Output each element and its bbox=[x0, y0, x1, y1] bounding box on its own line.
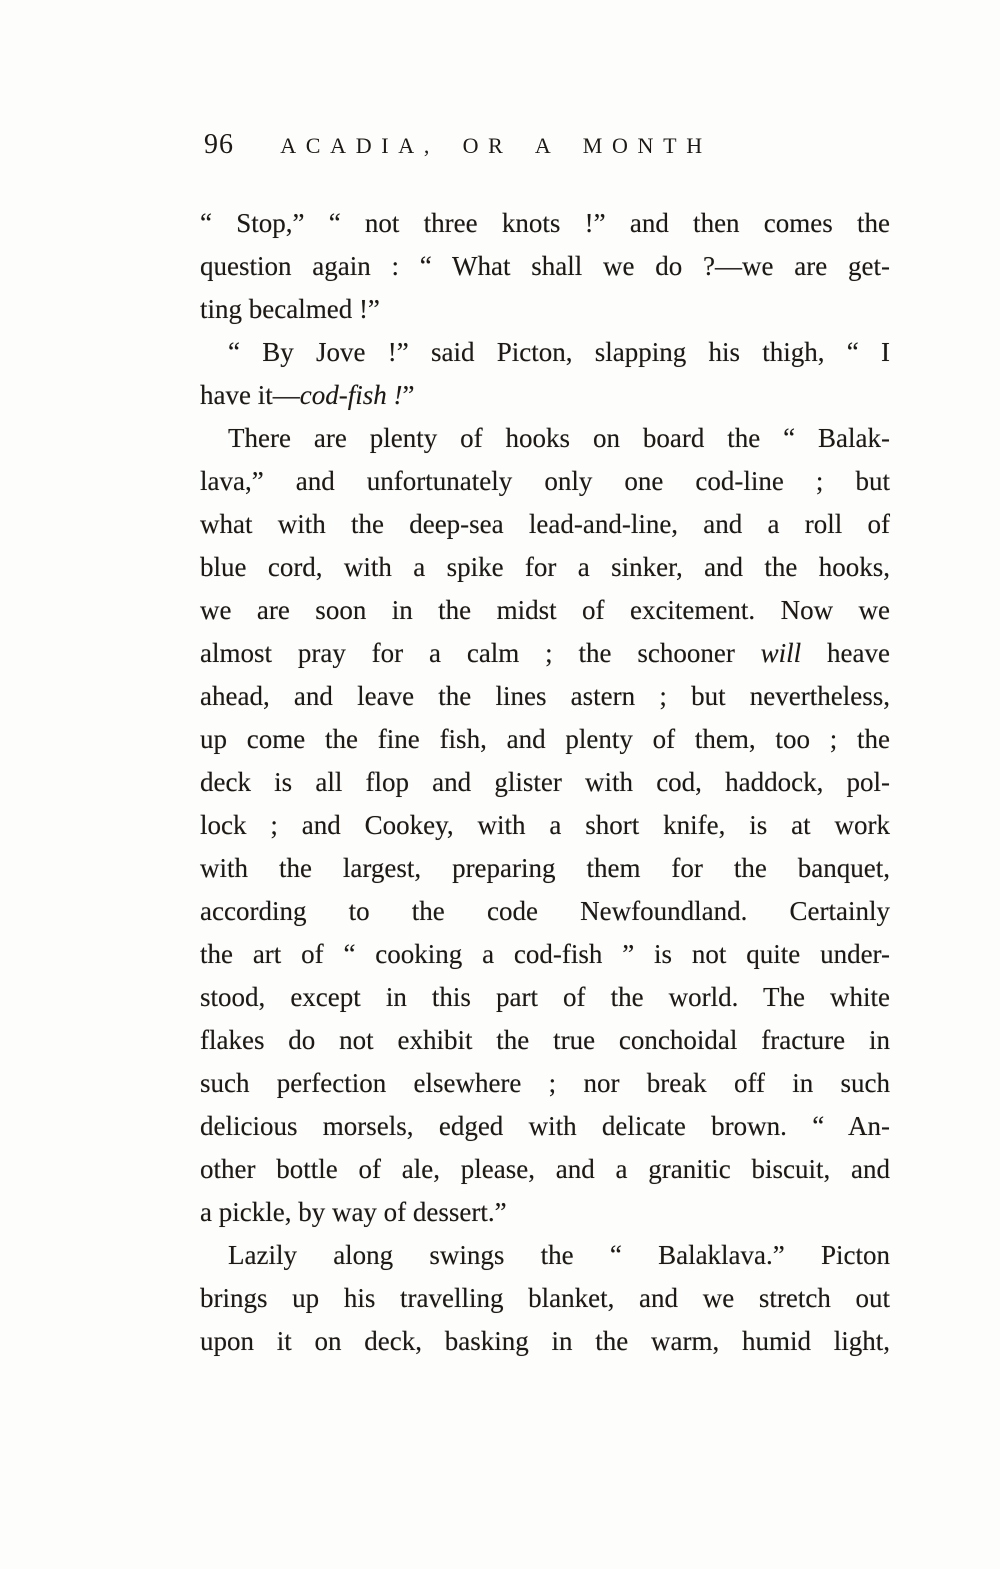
text-line bbox=[200, 847, 890, 890]
text-line bbox=[200, 890, 890, 933]
text-segment: “ By Jove !” said Picton, slapping his thigh, “ I bbox=[228, 337, 890, 367]
text-line bbox=[200, 632, 890, 675]
text-segment: heave bbox=[801, 638, 890, 668]
page-header bbox=[200, 128, 890, 162]
italic-text-segment: cod-fish ! bbox=[299, 380, 403, 410]
text-segment: a pickle, by way of dessert.” bbox=[200, 1197, 507, 1227]
text-line bbox=[200, 1019, 890, 1062]
text-line bbox=[200, 1062, 890, 1105]
text-line bbox=[200, 1320, 890, 1363]
text-line bbox=[200, 331, 890, 374]
text-segment: deck is all flop and glister with cod, haddock, pol- bbox=[200, 767, 890, 797]
text-line bbox=[200, 718, 890, 761]
text-segment: lava,” and unfortunately only one cod-line ; but bbox=[200, 466, 890, 496]
text-segment: lock ; and Cookey, with a short knife, is at work bbox=[200, 810, 890, 840]
text-segment: “ Stop,” “ not three knots !” and then comes the bbox=[200, 208, 890, 238]
text-segment: delicious morsels, edged with delicate brown. “ An- bbox=[200, 1111, 890, 1141]
text-line bbox=[200, 761, 890, 804]
text-segment: brings up his travelling blanket, and we stretch out bbox=[200, 1283, 890, 1313]
text-segment: flakes do not exhibit the true conchoidal fracture in bbox=[200, 1025, 890, 1055]
text-line bbox=[200, 417, 890, 460]
text-line bbox=[200, 1148, 890, 1191]
text-line bbox=[200, 1277, 890, 1320]
text-segment: the art of “ cooking a cod-fish ” is not quite under- bbox=[200, 939, 890, 969]
text-line bbox=[200, 976, 890, 1019]
text-line bbox=[200, 546, 890, 589]
text-line bbox=[200, 1105, 890, 1148]
text-segment: ” bbox=[402, 380, 415, 410]
text-line bbox=[200, 1234, 890, 1277]
text-line bbox=[200, 374, 890, 417]
text-line bbox=[200, 503, 890, 546]
text-segment: other bottle of ale, please, and a granitic biscuit, and bbox=[200, 1154, 890, 1184]
italic-text-segment: will bbox=[760, 638, 802, 668]
text-segment: according to the code Newfoundland. Certainly bbox=[200, 896, 890, 926]
page-text bbox=[200, 202, 890, 1363]
text-segment: up come the fine fish, and plenty of them, too ; the bbox=[200, 724, 890, 754]
text-line bbox=[200, 804, 890, 847]
text-segment: Lazily along swings the “ Balaklava.” Picton bbox=[228, 1240, 890, 1270]
text-segment: There are plenty of hooks on board the “ Balak- bbox=[228, 423, 890, 453]
text-segment: have it— bbox=[200, 380, 300, 410]
text-line bbox=[200, 288, 890, 331]
text-segment: ting becalmed !” bbox=[200, 294, 380, 324]
running-title: ACADIA, OR A MONTH bbox=[280, 133, 712, 158]
text-line bbox=[200, 675, 890, 718]
text-segment: blue cord, with a spike for a sinker, and the hooks, bbox=[200, 552, 890, 582]
text-segment: stood, except in this part of the world. The white bbox=[200, 982, 890, 1012]
text-line bbox=[200, 589, 890, 632]
text-segment: what with the deep-sea lead-and-line, and a roll of bbox=[200, 509, 890, 539]
text-line bbox=[200, 933, 890, 976]
text-line bbox=[200, 245, 890, 288]
text-segment: almost pray for a calm ; the schooner bbox=[200, 638, 761, 668]
text-line bbox=[200, 1191, 890, 1234]
text-segment: upon it on deck, basking in the warm, humid light, bbox=[200, 1326, 890, 1356]
text-line bbox=[200, 202, 890, 245]
text-segment: question again : “ What shall we do ?—we are get- bbox=[200, 251, 890, 281]
text-line bbox=[200, 460, 890, 503]
text-segment: such perfection elsewhere ; nor break off in such bbox=[200, 1068, 890, 1098]
text-segment: with the largest, preparing them for the banquet, bbox=[200, 853, 890, 883]
page-number: 96 bbox=[204, 129, 234, 160]
text-segment: ahead, and leave the lines astern ; but nevertheless, bbox=[200, 681, 890, 711]
text-segment: we are soon in the midst of excitement. Now we bbox=[200, 595, 890, 625]
